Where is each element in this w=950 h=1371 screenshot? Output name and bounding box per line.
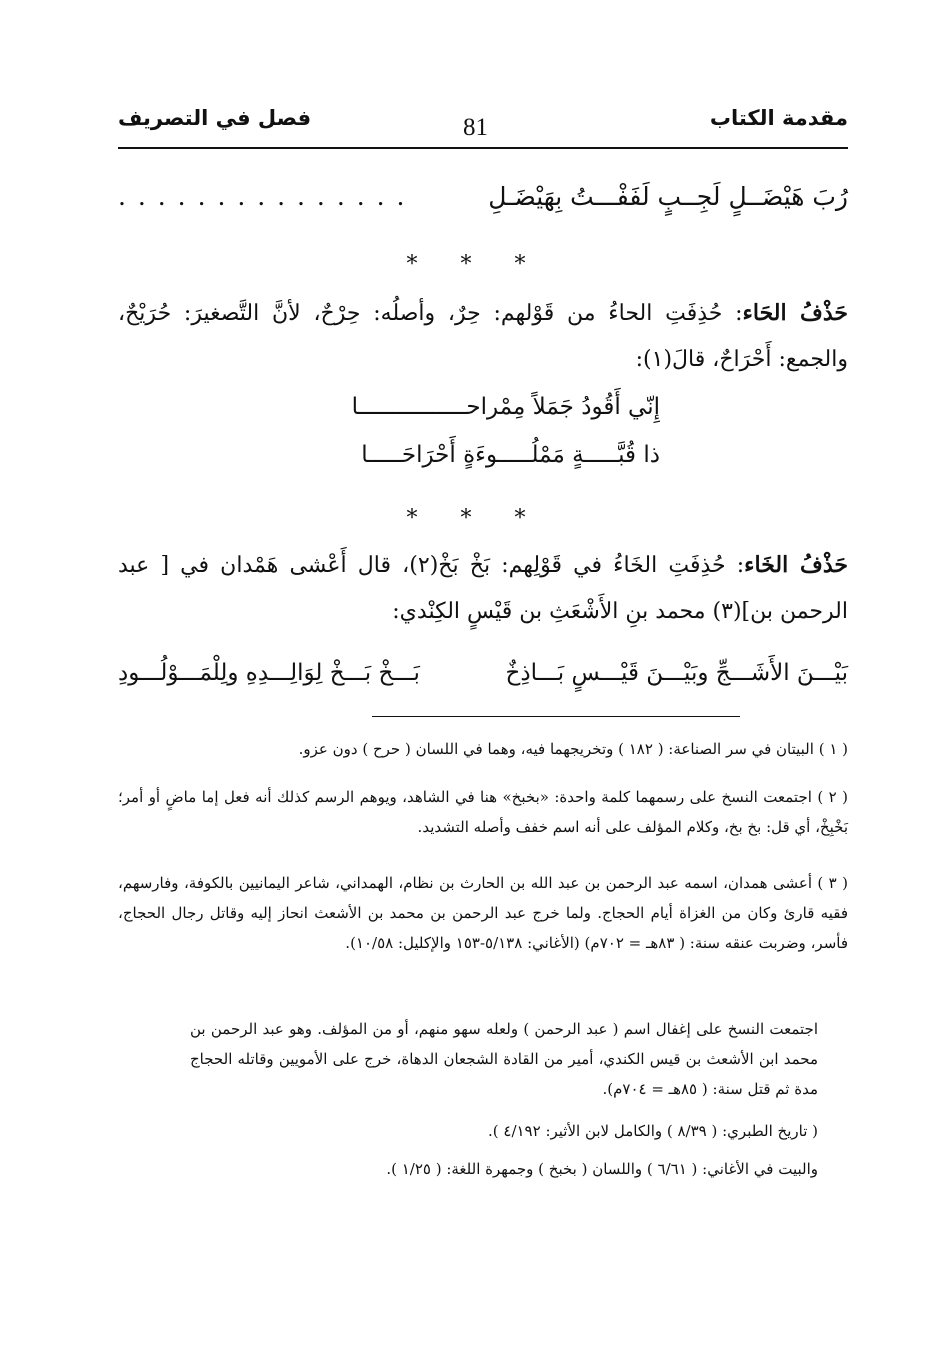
paragraph-heading: حَذْفُ الحَاء <box>742 300 848 326</box>
verse-hemistich-right: بَيْـــنَ الأَشَـــجِّ وبَيْـــنَ قَيْـــسٍ بَـــاذِخٌ <box>505 660 848 686</box>
verse-line-2b: ذا قُبَّـــــةٍ مَمْلُـــــوءَةٍ أَحْرَاحَـــــا <box>361 442 660 468</box>
section-separator-2: * * * <box>406 506 544 531</box>
footnote-rule <box>372 716 740 717</box>
footnote-3: ( ٣ ) أعشى همدان، اسمه عبد الرحمن بن عبد الله بن الحارث بن نظام، الهمداني، شاعر اليمانيين بالكوفة، وفارسهم، فقيه قارئ وكان من الغزاة أيام الحجاج. ولما خرج عبد الرحمن بن محمد بن الأشعث انحاز إليه وقاتل رجال الحجاج، فأسر، وضربت عنقه سنة: ( ٨٣هـ = ٧٠٢م) (الأغاني: ٥/١٣٨-١٥٣ والإكليل: ١٠/٥٨). <box>118 874 848 952</box>
verse-hemistich-left: بَـــخْ بَـــخْ لِوَالِـــدِهِ ولِلْمَـــوْلُـــودِ <box>118 660 420 686</box>
verse-line-3 <box>118 660 848 700</box>
section-separator: * * * <box>406 252 544 277</box>
footnote-2: ( ٢ ) اجتمعت النسخ على رسمهما كلمة واحدة: «بخبخ» هنا في الشاهد، ويوهم الرسم كذلك أنه فعل إما ماضٍ أو أمر؛ بَخْبِخْ، أي قل: بخ بخ، وكلام المؤلف على أنه اسم خفف وأصله التشديد. <box>118 788 848 836</box>
page-number: 81 <box>463 114 488 141</box>
verse-hemistich-right: رُبَ هَيْضَــلٍ لَجِــبٍ لَفَفْـــتُ بِهَيْضَـلِ <box>488 182 848 211</box>
footnote-3-source-1: ( تاريخ الطبري: ( ٨/٣٩ ) والكامل لابن الأثير: ٤/١٩٢ ). <box>488 1122 818 1140</box>
running-header <box>118 106 848 146</box>
header-rule <box>118 147 848 149</box>
verse-line-2a: إِنّي أَقُودُ جَمَلاً مِمْراحــــــــــــــــا <box>351 394 660 420</box>
paragraph-text: : حُذِفَتِ الخَاءُ في قَوْلِهم: بَخْ بَخْ(٢)، قال أَعْشى هَمْدان في [ عبد الرحمن بن](٣) محمد بنِ الأَشْعَثِ بن قَيْسٍ الكِنْدي: <box>118 553 848 624</box>
section-title: فصل في التصريف <box>118 106 312 130</box>
paragraph-ha <box>118 290 848 383</box>
paragraph-heading: حَذْفُ الخَاء <box>744 552 849 578</box>
verse-hemistich-left: . . . . . . . . . . . . . . . <box>118 182 407 211</box>
footnote-3-source-2: والبيت في الأغاني: ( ٦/٦١ ) واللسان ( بخبخ ) وجمهرة اللغة: ( ١/٢٥ ). <box>386 1160 818 1178</box>
paragraph-text: : حُذِفَتِ الحاءُ من قَوْلهم: حِرٌ، وأصلُه: حِرْحٌ، لأنَّ التَّصغيرَ: حُرَيْحٌ، والجمع: أَحْرَاحٌ، قالَ(١): <box>118 301 848 372</box>
footnote-1: ( ١ ) البيتان في سر الصناعة: ( ١٨٢ ) وتخريجهما فيه، وهما في اللسان ( حرح ) دون عزو. <box>298 740 848 758</box>
paragraph-kha <box>118 542 848 635</box>
verse-line-1 <box>118 182 848 222</box>
footnote-3-note: اجتمعت النسخ على إغفال اسم ( عبد الرحمن ) ولعله سهو منهم، أو من المؤلف. وهو عبد الرحمن بن محمد ابن الأشعث بن قيس الكندي، أمير من القادة الشجعان الدهاة، خرج على الأمويين وقاتله الحجاج مدة ثم قتل سنة: ( ٨٥هـ = ٧٠٤م). <box>190 1020 818 1098</box>
book-title: مقدمة الكتاب <box>709 106 848 130</box>
